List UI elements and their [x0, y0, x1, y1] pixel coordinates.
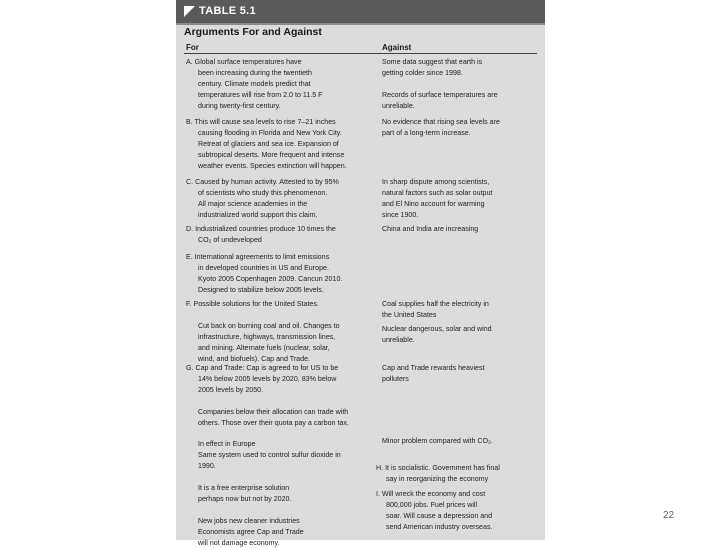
- row-g-against: Cap and Trade rewards heaviest polluters: [382, 364, 485, 383]
- row-c-for: C. Caused by human activity. Attested to by 95% of scientists who study this phenomenon. All major science academies in the industrialized world support this claim.: [186, 178, 339, 219]
- row-i-against: I. Will wreck the economy and cost 800,000 jobs. Fuel prices will soar. Will cause a depression and send American industry overseas.: [376, 490, 493, 531]
- row-e-for: E. International agreements to limit emissions in developed countries in US and Europe. Kyoto 2005 Copenhagen 2009. Cancun 2010. Designed to stabilize below 2005 levels.: [186, 253, 343, 294]
- row-g-for: G. Cap and Trade: Cap is agreed to for US to be 14% below 2005 levels by 2020, 83% below 2005 levels by 2050. Companies below their allocation can trade with others. Those over their quota pay a carbon tax. In effect in Europe Same system used to control sulfur dioxide in 1990. It is a free enterprise solution perhaps now but not by 2020. New jobs new cleaner industries Economists agree Cap and Trade will not damage economy.: [186, 364, 349, 547]
- column-header-for: For: [186, 43, 199, 52]
- row-b-against: No evidence that rising sea levels are part of a long-term increase.: [382, 118, 500, 137]
- column-header-against: Against: [382, 43, 412, 52]
- row-c-against: In sharp dispute among scientists, natural factors such as solar output and El Nino account for warming since 1900.: [382, 178, 493, 219]
- row-d-against: China and India are increasing: [382, 225, 479, 233]
- row-a-against: Some data suggest that earth is getting colder since 1998. Records of surface temperatures are unreliable.: [382, 58, 498, 110]
- table-header-bar: [176, 0, 545, 23]
- table-title: Arguments For and Against: [184, 26, 322, 38]
- row-a-for: A. Global surface temperatures have been increasing during the twentieth century. Climate models predict that temperatures will rise from 2.0 to 11.5 F during twenty-first century.: [186, 58, 323, 110]
- row-f-against: Coal supplies half the electricity in the United States Nuclear dangerous, solar and wind unreliable.: [382, 300, 492, 344]
- page-number: 22: [663, 510, 675, 521]
- header-rule: [184, 53, 537, 54]
- row-b-for: B. This will cause sea levels to rise 7–21 inches causing flooding in Florida and New York City. Retreat of glaciers and sea ice. Expansion of subtropical deserts. More frequent and intense weather events. Species extinction will happen.: [186, 118, 347, 170]
- row-f-for: F. Possible solutions for the United States. Cut back on burning coal and oil. Changes to infrastructure, highways, transmission lines, and mining. Alternate fuels (nuclear, solar, wind, and biofuels). Cap and Trade.: [186, 300, 340, 363]
- row-h-against: H. It is socialistic. Government has final say in reorganizing the economy: [376, 464, 500, 483]
- table-label: TABLE 5.1: [199, 5, 256, 17]
- triangle-icon: [184, 6, 195, 17]
- row-d-for: D. Industrialized countries produce 10 times the CO₂ of undeveloped: [186, 225, 336, 244]
- table-scan: [176, 0, 545, 547]
- row-g-so2-against: Minor problem compared with CO₂.: [382, 437, 493, 445]
